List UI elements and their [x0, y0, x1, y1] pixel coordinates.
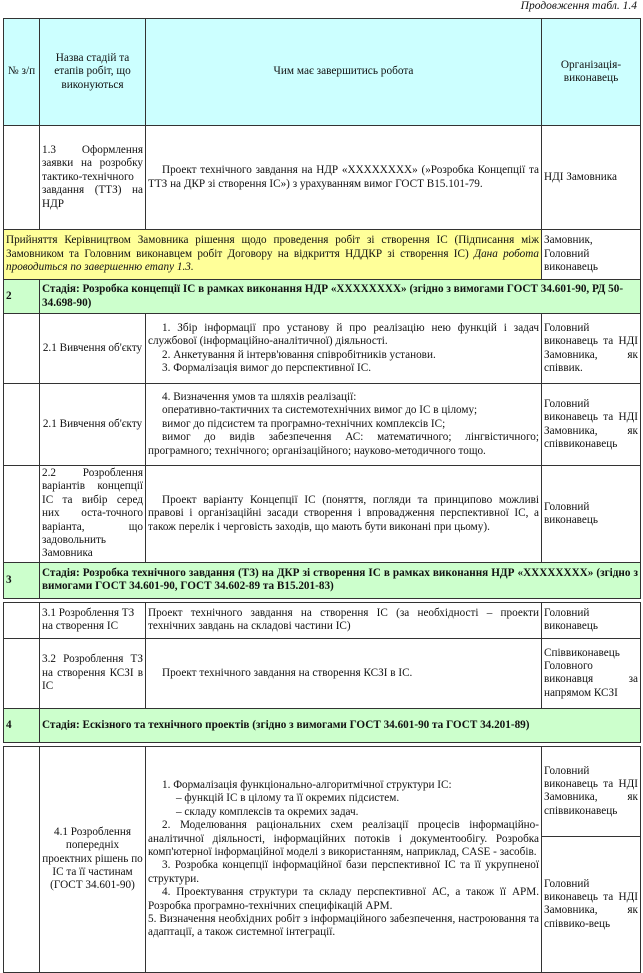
org-cell: Замовник, Головний виконавець	[542, 230, 641, 280]
table-row	[4, 314, 641, 384]
stage-row	[4, 562, 641, 598]
list-item: вимог до видів забезпечення АС: математичного; лінгвістичного; програмного; технічного; організаційного; науково-методичного тощо.	[148, 431, 539, 457]
approval-note: Дана робота проводиться по завершенню етапу 1.3.	[6, 247, 540, 274]
org-cell: Головний виконавець та НДІ Замовника, як співвико-вець	[542, 836, 641, 972]
list-item: 2. Анкетування й інтерв'ювання співробітників установи.	[162, 348, 436, 361]
stage-title: Стадія: Ескізного та технічного проектів (згідно з вимогами ГОСТ 34.601-90 та ГОСТ 34.201-89)	[40, 708, 641, 742]
stage-title: Стадія: Розробка технічного завдання (ТЗ) на ДКР зі створення ІС в рамках виконання НДР «XXXXXXXX» (згідно з вимогами ГОСТ 34.601-90, ГОСТ 34.602-89 та В15.201-83)	[40, 562, 641, 598]
stage-row	[4, 280, 641, 314]
stage-number: 3	[4, 562, 40, 598]
list-item: 1. Формалізація функціонально-алгоритмічної структури ІС:	[162, 778, 452, 791]
result-cell: Проект варіанту Концепції ІС (поняття, погляди та принципово можливі правові і організаційні засади створення і впровадження перспективної ІС, а також перелік і черговість заходів, що мають бути виконані при цьому).	[146, 466, 542, 563]
stage-row	[4, 708, 641, 742]
result-cell	[146, 314, 542, 384]
list-item: 2. Моделювання раціональних схем реалізації процесів інформаційно-аналітичної діяльності, інформаційних потоків і документообігу. Розробка комп'ютерної інформаційної моделі з використанням, наприклад, CASE - засобів.	[148, 819, 539, 858]
stage-cell: 3.2 Розроблення ТЗ на створення КСЗІ в ІС	[40, 638, 146, 708]
stage-title: Стадія: Розробка концепції ІС в рамках виконання НДР «XXXXXXXX» (згідно з вимогами ГОСТ 34.601-90, РД 50-34.698-90)	[40, 280, 641, 314]
table-row	[4, 638, 641, 708]
stage-cell: 2.1 Вивчення об'єкту	[40, 314, 146, 384]
header-org: Організація-виконавець	[542, 19, 641, 126]
table-header-row	[4, 19, 641, 126]
header-num: № з/п	[4, 19, 40, 126]
approval-row	[4, 230, 641, 280]
header-stage: Назва стадій та етапів робіт, що виконуються	[40, 19, 146, 126]
result-cell	[146, 384, 542, 466]
stage-number: 4	[4, 708, 40, 742]
approval-text: Прийняття Керівництвом Замовника рішення щодо проведення робіт зі створення ІС (Підписання між Замовником та Головним виконавцем робіт Договору на відкриття НДДКР зі створення ІС) Дана робота проводиться по завершенню етапу 1.3.	[4, 230, 542, 280]
table-row	[4, 746, 641, 836]
list-item: – функцій ІС в цілому та її окремих підсистем.	[176, 792, 400, 805]
header-result: Чим має завершитись робота	[146, 19, 542, 126]
table-row	[4, 126, 641, 230]
list-item: оперативно-тактичних та системотехнічних вимог до ІС в цілому;	[162, 404, 478, 417]
list-item: 1. Збір інформації про установу й про реалізацію нею функцій і задач службової (інформаційно-аналітичної) діяльності.	[148, 321, 539, 348]
list-item: 4. Проектування структури та складу перспективної АС, а також її АРМ. Розробка програмно-технічних специфікацій АРМ.	[148, 886, 539, 912]
table-row	[4, 384, 641, 466]
stage-cell: 2.1 Вивчення об'єкту	[40, 384, 146, 466]
stage-cell: 2.2 Розроблення варіантів концепції ІС та вибір серед них оста-точного варіанта, що задовольнить Замовника	[40, 466, 146, 563]
stage-cell: 1.3 Оформлення заявки на розробку тактико-технічного завдання (ТТЗ) на НДР	[40, 126, 146, 230]
org-cell: НДІ Замовника	[542, 126, 641, 230]
list-item: 3. Розробка концепції інформаційної бази перспективної ІС та її укрупненої структури.	[148, 859, 539, 885]
result-cell: Проект технічного завдання на створення КСЗІ в ІС.	[146, 638, 542, 708]
table-row	[4, 602, 641, 638]
list-item: 5. Визначення необхідних робіт з інформаційного забезпечення, настроювання та адаптації, а також системної інтеграції.	[148, 912, 539, 939]
list-item: 4. Визначення умов та шляхів реалізації:	[162, 390, 357, 403]
org-cell: Головний виконавець	[542, 602, 641, 638]
stages-table	[3, 18, 641, 973]
result-cell	[146, 746, 542, 972]
org-cell: Головний виконавець та НДІ Замовника, як співвиконавець	[542, 746, 641, 836]
org-cell: Співвиконавець Головного виконавця за напрямом КСЗІ	[542, 638, 641, 708]
result-cell: Проект технічного завдання на створення ІС (за необхідності – проекти технічних завдань на складові частини ІС)	[146, 602, 542, 638]
list-item: 3. Формалізація вимог до перспективної ІС.	[162, 361, 372, 374]
org-cell: Головний виконавець та НДІ Замовника, як співвик.	[542, 314, 641, 384]
org-cell: Головний виконавець та НДІ Замовника, як співвиконавець	[542, 384, 641, 466]
list-item: вимог до підсистем та програмно-технічних комплексів ІС;	[162, 417, 446, 430]
result-cell: Проект технічного завдання на НДР «XXXXXXXX» (»Розробка Концепції та ТТЗ на ДКР зі створення ІС») з урахуванням вимог ГОСТ В15.101-79.	[146, 126, 542, 230]
list-item: – складу комплексів та окремих задач.	[176, 805, 359, 818]
org-cell: Головний виконавець	[542, 466, 641, 563]
table-caption: Продовження табл. 1.4	[520, 0, 637, 12]
table-row	[4, 466, 641, 563]
stage-cell: 4.1 Розроблення попередніх проектних рішень по ІС та її частинам (ГОСТ 34.601-90)	[40, 746, 146, 972]
stage-cell: 3.1 Розроблення ТЗ на створення ІС	[40, 602, 146, 638]
stage-number: 2	[4, 280, 40, 314]
